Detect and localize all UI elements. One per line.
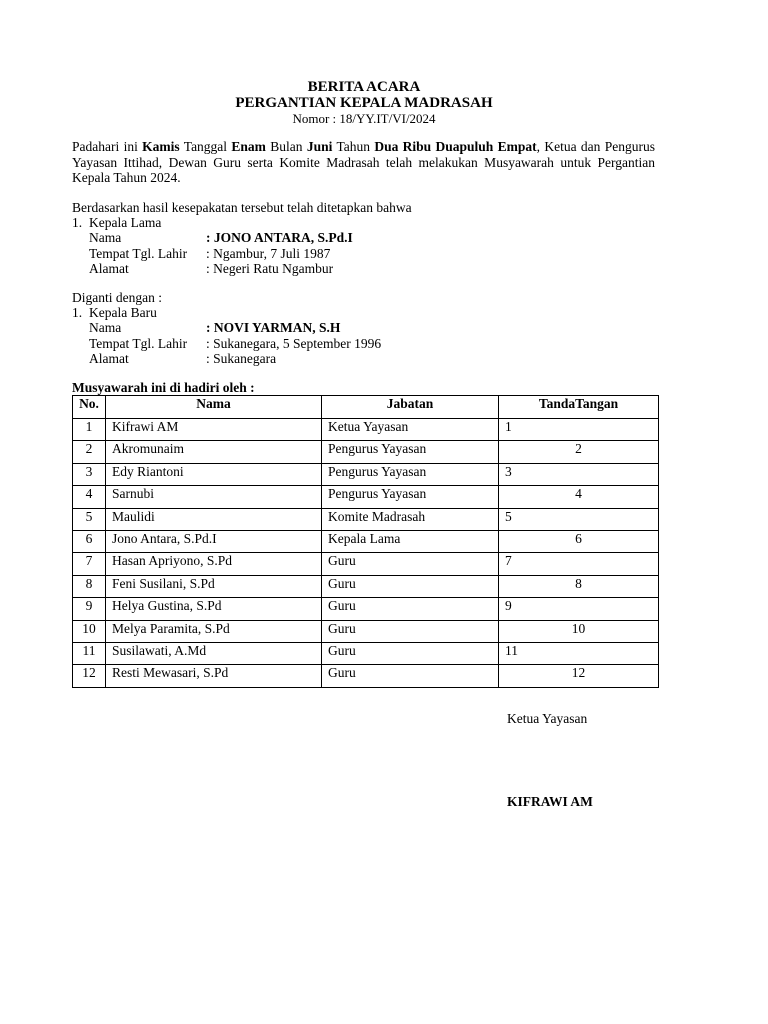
column-header-ttd: TandaTangan (499, 396, 659, 419)
cell-nama: Feni Susilani, S.Pd (106, 575, 322, 597)
cell-signature: 8 (499, 575, 659, 597)
old-head-section (72, 200, 412, 276)
cell-signature: 2 (499, 441, 659, 463)
old-head-heading-row (72, 215, 412, 230)
new-head-heading: Kepala Baru (89, 305, 157, 321)
list-number: 1. (72, 305, 83, 321)
table-row (73, 419, 659, 441)
field-label: Alamat (89, 350, 129, 366)
cell-no: 5 (73, 508, 106, 530)
old-head-birth: : Ngambur, 7 Juli 1987 (206, 245, 331, 261)
cell-no: 10 (73, 620, 106, 642)
cell-jabatan: Pengurus Yayasan (322, 463, 499, 485)
cell-nama: Helya Gustina, S.Pd (106, 598, 322, 620)
cell-jabatan: Pengurus Yayasan (322, 486, 499, 508)
attendance-table (72, 395, 659, 688)
field-label: Nama (89, 230, 122, 246)
para-text: Tahun (332, 139, 375, 154)
new-head-birth: : Sukanegara, 5 September 1996 (206, 335, 382, 351)
cell-no: 9 (73, 598, 106, 620)
table-row (73, 553, 659, 575)
field-label: Tempat Tgl. Lahir (89, 335, 188, 351)
para-text: Bulan (265, 139, 307, 154)
cell-nama: Kifrawi AM (106, 419, 322, 441)
para-date: Enam (231, 139, 266, 154)
cell-signature: 10 (499, 620, 659, 642)
para-text: Padahari ini (72, 139, 143, 154)
cell-jabatan: Guru (322, 665, 499, 687)
cell-signature: 4 (499, 486, 659, 508)
cell-nama: Melya Paramita, S.Pd (106, 620, 322, 642)
attendance-heading: Musyawarah ini di hadiri oleh : (72, 380, 255, 395)
table-row (73, 642, 659, 664)
para-text: , Ketua dan Pengurus Yayasan Ittihad, Dewan Guru serta Komite Madrasah telah melakukan Musyawarah untuk Pergantian Kepala Tahun 2024. (72, 139, 656, 185)
old-head-heading: Kepala Lama (89, 215, 162, 231)
cell-nama: Sarnubi (106, 486, 322, 508)
cell-signature: 9 (499, 598, 659, 620)
document-title: BERITA ACARA (307, 79, 421, 95)
cell-no: 4 (73, 486, 106, 508)
old-head-birth-row (72, 246, 412, 261)
list-number: 1. (72, 215, 83, 231)
cell-nama: Akromunaim (106, 441, 322, 463)
table-row (73, 463, 659, 485)
para-year: Dua Ribu Duapuluh Empat (374, 139, 537, 154)
new-head-heading-row (72, 305, 381, 320)
cell-no: 1 (73, 419, 106, 441)
new-head-name-row (72, 320, 381, 335)
para-text: Tanggal (179, 139, 232, 154)
opening-paragraph (72, 139, 655, 186)
table-row (73, 530, 659, 552)
cell-signature: 11 (499, 642, 659, 664)
cell-jabatan: Ketua Yayasan (322, 419, 499, 441)
table-row (73, 620, 659, 642)
cell-no: 6 (73, 530, 106, 552)
column-header-jabatan: Jabatan (322, 396, 499, 419)
cell-no: 7 (73, 553, 106, 575)
new-head-birth-row (72, 336, 381, 351)
cell-signature: 1 (499, 419, 659, 441)
column-header-no: No. (73, 396, 106, 419)
column-header-nama: Nama (106, 396, 322, 419)
old-head-name: : JONO ANTARA, S.Pd.I (206, 230, 353, 246)
cell-signature: 3 (499, 463, 659, 485)
old-head-name-row (72, 230, 412, 245)
replaced-by-label: Diganti dengan : (72, 290, 162, 305)
para-month: Juni (306, 139, 333, 154)
para-day: Kamis (142, 139, 180, 154)
cell-nama: Jono Antara, S.Pd.I (106, 530, 322, 552)
new-head-address-row (72, 351, 381, 366)
cell-signature: 7 (499, 553, 659, 575)
new-head-address: : Sukanegara (206, 350, 277, 366)
table-row (73, 441, 659, 463)
field-label: Tempat Tgl. Lahir (89, 245, 188, 261)
cell-no: 2 (73, 441, 106, 463)
cell-no: 12 (73, 665, 106, 687)
cell-jabatan: Guru (322, 620, 499, 642)
table-row (73, 598, 659, 620)
cell-no: 3 (73, 463, 106, 485)
document-header (0, 79, 728, 126)
cell-nama: Resti Mewasari, S.Pd (106, 665, 322, 687)
document-number: Nomor : 18/YY.IT/VI/2024 (292, 111, 436, 126)
cell-nama: Maulidi (106, 508, 322, 530)
new-head-name: : NOVI YARMAN, S.H (206, 320, 341, 336)
old-head-address-row (72, 261, 412, 276)
cell-nama: Edy Riantoni (106, 463, 322, 485)
signature-title: Ketua Yayasan (507, 711, 588, 726)
field-label: Alamat (89, 260, 129, 276)
table-row (73, 665, 659, 687)
decision-intro: Berdasarkan hasil kesepakatan tersebut telah ditetapkan bahwa (72, 200, 412, 215)
table-row (73, 486, 659, 508)
old-head-address: : Negeri Ratu Ngambur (206, 260, 334, 276)
new-head-section (72, 290, 381, 366)
field-label: Nama (89, 320, 122, 336)
cell-jabatan: Kepala Lama (322, 530, 499, 552)
cell-jabatan: Komite Madrasah (322, 508, 499, 530)
cell-signature: 5 (499, 508, 659, 530)
cell-jabatan: Guru (322, 553, 499, 575)
table-row (73, 575, 659, 597)
document-subtitle: PERGANTIAN KEPALA MADRASAH (235, 95, 493, 111)
cell-jabatan: Pengurus Yayasan (322, 441, 499, 463)
cell-no: 8 (73, 575, 106, 597)
cell-nama: Hasan Apriyono, S.Pd (106, 553, 322, 575)
signature-name: KIFRAWI AM (507, 794, 593, 809)
cell-jabatan: Guru (322, 598, 499, 620)
table-header-row (73, 396, 659, 419)
table-row (73, 508, 659, 530)
cell-no: 11 (73, 642, 106, 664)
cell-nama: Susilawati, A.Md (106, 642, 322, 664)
cell-signature: 12 (499, 665, 659, 687)
cell-signature: 6 (499, 530, 659, 552)
cell-jabatan: Guru (322, 575, 499, 597)
cell-jabatan: Guru (322, 642, 499, 664)
